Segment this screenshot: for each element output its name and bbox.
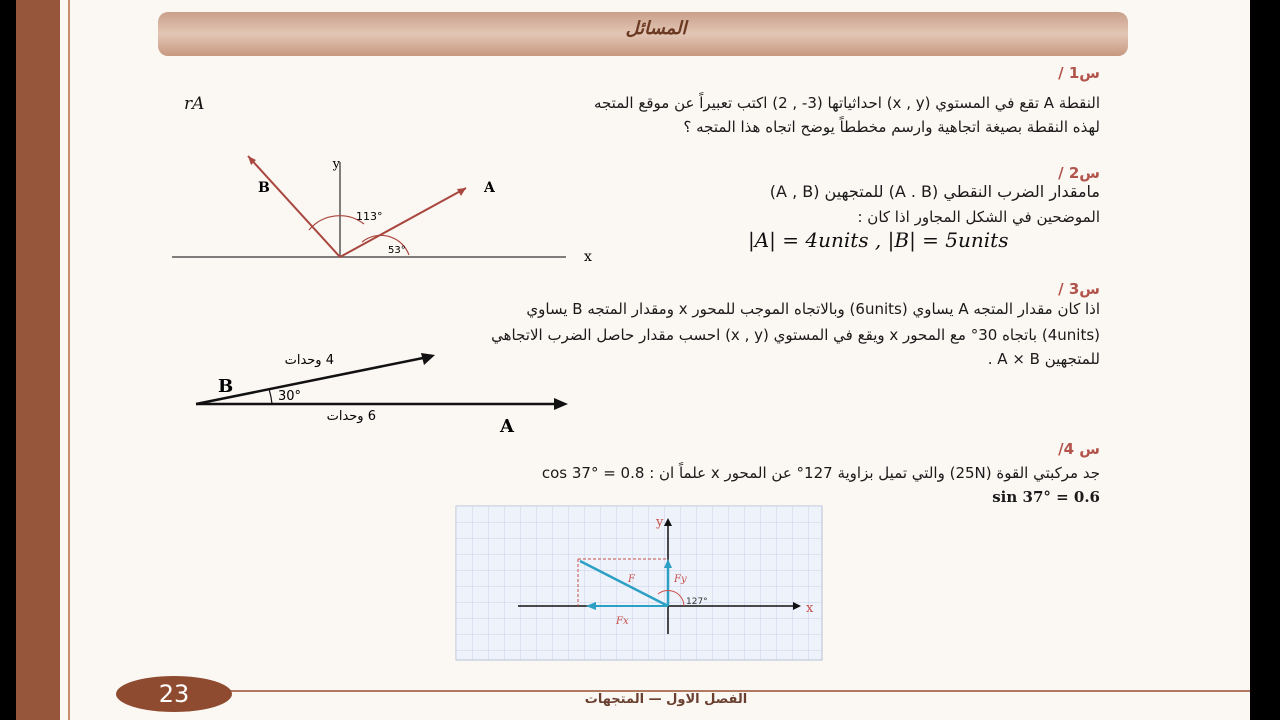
q3-b-length: 4 وحدات bbox=[284, 353, 334, 368]
q2-a-label: A bbox=[484, 180, 495, 196]
q2-x-label: x bbox=[584, 249, 592, 265]
q2-figure bbox=[166, 150, 596, 265]
q4-line1: جد مركبتي القوة (25N) والتي تميل بزاوية 127° عن المحور x علماً ان : cos 37° = 0.8 bbox=[541, 464, 1100, 482]
left-letterbox bbox=[0, 0, 16, 720]
q3-vector-b-head bbox=[421, 353, 435, 365]
q4-f-label: F bbox=[628, 574, 635, 585]
q2-line2: الموضحين في الشكل المجاور اذا كان : bbox=[857, 208, 1100, 226]
section-title: المسائل bbox=[625, 18, 687, 39]
q2-b-label: B bbox=[258, 180, 270, 196]
q4-x-label: x bbox=[806, 601, 814, 616]
q2-line1: مامقدار الضرب النقطي (A . B) للمتجهين (A , B) bbox=[769, 182, 1100, 201]
q4-angle-label: 127° bbox=[686, 597, 708, 607]
q3-figure bbox=[186, 340, 596, 440]
q1-line1: النقطة A تقع في المستوي (x , y) احداثياتها (3- , 2) اكتب تعبيراً عن موقع المتجه bbox=[593, 94, 1100, 112]
q4-fx-label: Fx bbox=[616, 616, 629, 627]
q4-line2: sin 37° = 0.6 bbox=[992, 488, 1100, 506]
q2-label: س2 / bbox=[1058, 164, 1100, 182]
q3-label: س3 / bbox=[1058, 280, 1100, 298]
q2-y-label: y bbox=[332, 157, 340, 172]
q3-angle: 30° bbox=[278, 389, 302, 404]
q3-a-length: 6 وحدات bbox=[326, 409, 376, 424]
q3-line2: (4units) باتجاه 30° مع المحور x ويقع في المستوي (x , y) احسب مقدار حاصل الضرب الاتجاهي bbox=[491, 326, 1100, 344]
q2-magnitudes: |A| = 4units , |B| = 5units bbox=[748, 228, 1009, 252]
q2-angle-113: 113° bbox=[356, 210, 383, 223]
spine-line bbox=[68, 0, 70, 720]
q3-vector-a-head bbox=[554, 398, 568, 410]
right-letterbox bbox=[1250, 0, 1280, 720]
chapter-title: الفصل الاول — المتجهات bbox=[584, 692, 748, 707]
q3-line3: للمتجهين A × B . bbox=[987, 350, 1100, 368]
q3-a-label: A bbox=[500, 416, 514, 437]
document-page bbox=[16, 0, 1250, 720]
q1-line2: لهذه النقطة بصيغة اتجاهية وارسم مخططاً يوضح اتجاه هذا المتجه ؟ bbox=[683, 118, 1100, 136]
q1-label: س1 / bbox=[1058, 64, 1100, 82]
q4-y-label: y bbox=[656, 515, 664, 530]
page-number: 23 bbox=[116, 676, 232, 712]
q4-label: س 4/ bbox=[1058, 440, 1100, 458]
q2-angle-53: 53° bbox=[388, 245, 406, 256]
q3-b-label: B bbox=[218, 376, 234, 397]
q4-figure bbox=[456, 506, 822, 660]
q3-line1: اذا كان مقدار المتجه A يساوي (6units) وبالاتجاه الموجب للمحور x ومقدار المتجه B يساوي bbox=[526, 300, 1100, 318]
q3-angle-arc bbox=[269, 389, 272, 404]
q4-grid bbox=[456, 506, 822, 660]
q2-vector-b bbox=[248, 156, 340, 257]
q1-vector: rA bbox=[184, 94, 205, 114]
q4-fy-label: Fy bbox=[674, 574, 687, 585]
page-spine bbox=[16, 0, 60, 720]
